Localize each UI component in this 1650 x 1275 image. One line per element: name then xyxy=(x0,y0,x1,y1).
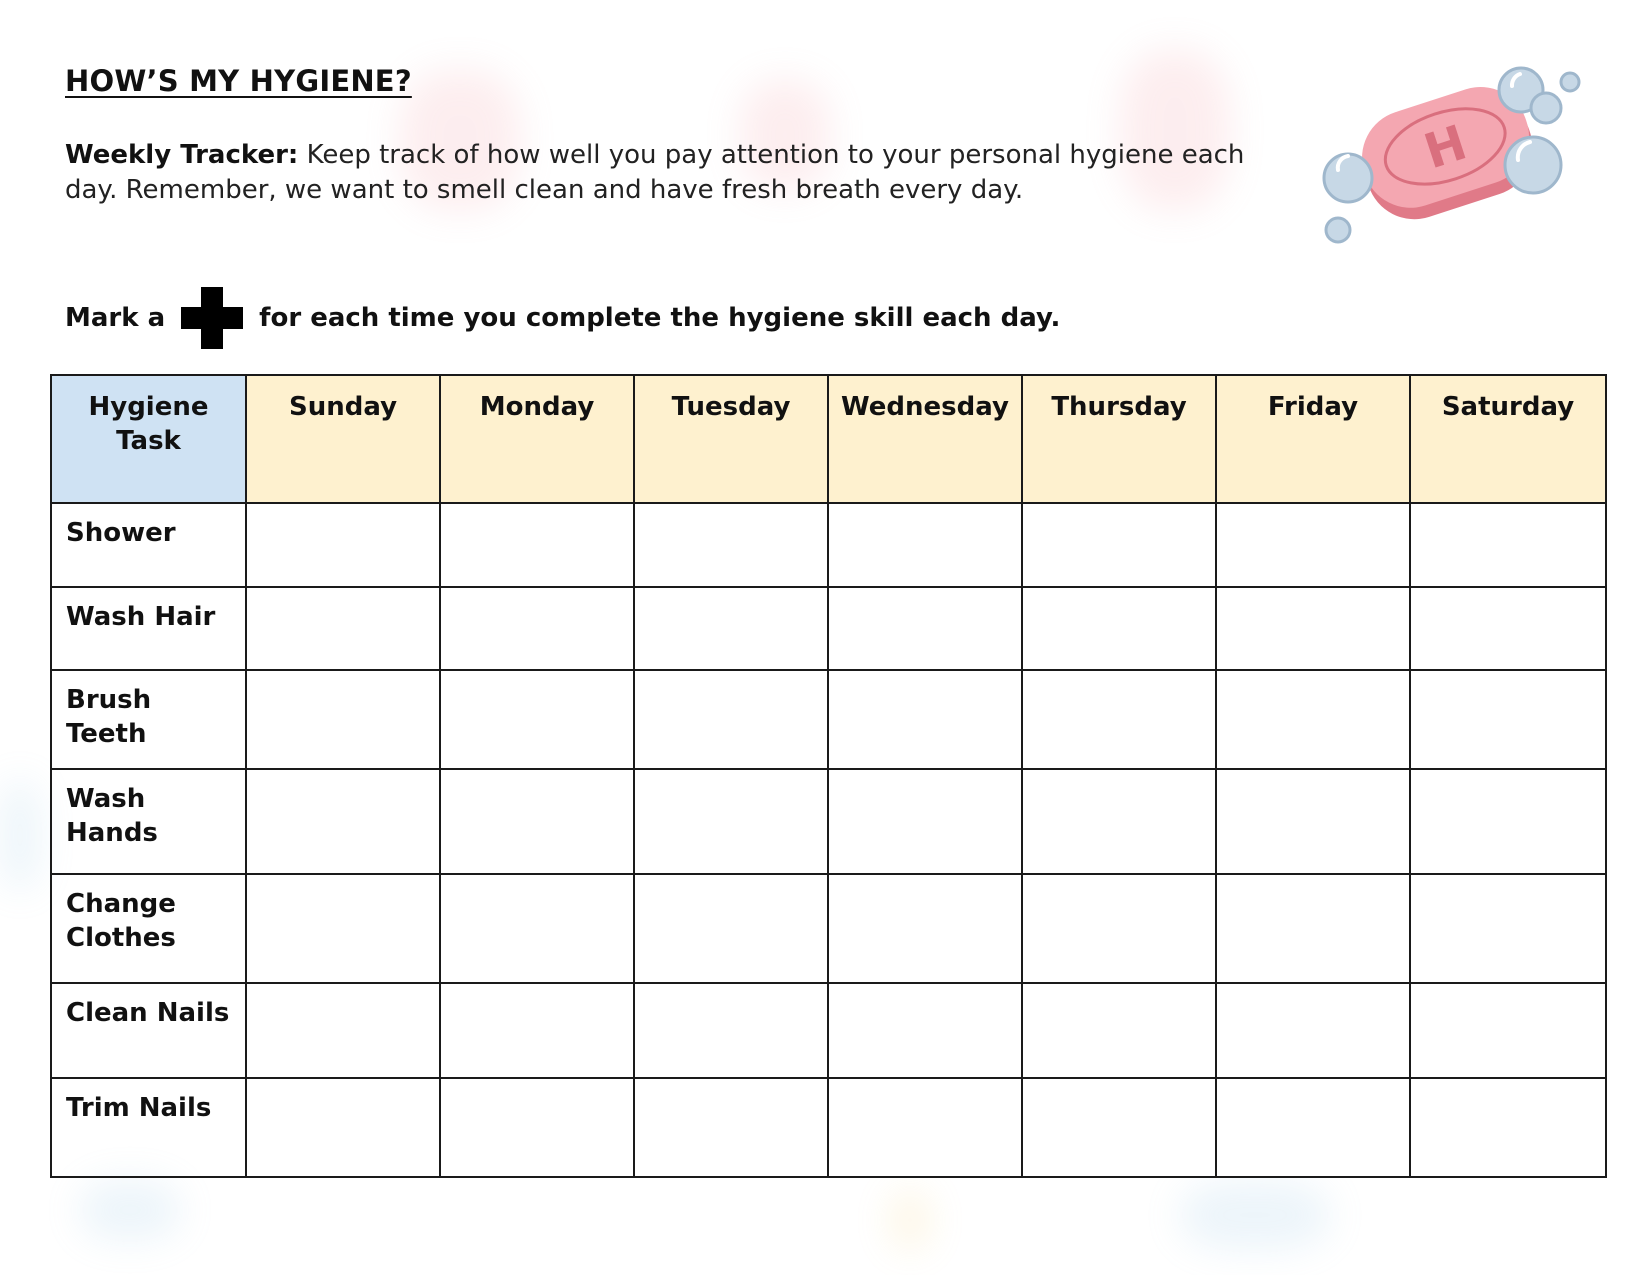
header-day: Saturday xyxy=(1410,375,1606,503)
header-day: Tuesday xyxy=(634,375,828,503)
header-hygiene-task xyxy=(51,375,246,503)
header-day: Sunday xyxy=(246,375,440,503)
header-day: Thursday xyxy=(1022,375,1216,503)
tracker-cell-friday[interactable] xyxy=(1216,587,1410,670)
tracker-cell-monday[interactable] xyxy=(440,670,634,769)
tracker-cell-tuesday[interactable] xyxy=(634,874,828,983)
plus-icon xyxy=(181,287,243,349)
tracker-cell-thursday[interactable] xyxy=(1022,983,1216,1078)
tracker-cell-friday[interactable] xyxy=(1216,874,1410,983)
tracker-cell-saturday[interactable] xyxy=(1410,587,1606,670)
table-row xyxy=(51,1078,1606,1177)
tracker-cell-tuesday[interactable] xyxy=(634,983,828,1078)
task-label: Trim Nails xyxy=(51,1078,246,1177)
tracker-cell-tuesday[interactable] xyxy=(634,1078,828,1177)
tracker-cell-saturday[interactable] xyxy=(1410,503,1606,587)
table-row xyxy=(51,983,1606,1078)
intro-paragraph xyxy=(65,138,1305,208)
tracker-cell-wednesday[interactable] xyxy=(828,587,1022,670)
tracker-cell-sunday[interactable] xyxy=(246,874,440,983)
background-decoration xyxy=(1180,1180,1330,1250)
tracker-cell-thursday[interactable] xyxy=(1022,587,1216,670)
tracker-cell-sunday[interactable] xyxy=(246,503,440,587)
tracker-cell-tuesday[interactable] xyxy=(634,503,828,587)
background-decoration xyxy=(0,780,40,890)
background-decoration xyxy=(890,1190,930,1250)
header-hygiene-task-line1: Hygiene xyxy=(88,392,209,422)
task-label: Wash Hands xyxy=(51,769,246,874)
table-row xyxy=(51,503,1606,587)
tracker-cell-saturday[interactable] xyxy=(1410,874,1606,983)
tracker-cell-saturday[interactable] xyxy=(1410,983,1606,1078)
tracker-cell-thursday[interactable] xyxy=(1022,670,1216,769)
tracker-cell-thursday[interactable] xyxy=(1022,874,1216,983)
tracker-cell-sunday[interactable] xyxy=(246,983,440,1078)
tracker-cell-monday[interactable] xyxy=(440,587,634,670)
svg-text:H: H xyxy=(1417,114,1474,181)
tracker-cell-monday[interactable] xyxy=(440,1078,634,1177)
tracker-cell-tuesday[interactable] xyxy=(634,587,828,670)
tracker-cell-thursday[interactable] xyxy=(1022,503,1216,587)
tracker-cell-wednesday[interactable] xyxy=(828,874,1022,983)
header-hygiene-task-line2: Task xyxy=(116,426,181,456)
header-day: Friday xyxy=(1216,375,1410,503)
background-decoration xyxy=(80,1180,180,1240)
tracker-cell-friday[interactable] xyxy=(1216,670,1410,769)
tracker-cell-wednesday[interactable] xyxy=(828,670,1022,769)
tracker-cell-monday[interactable] xyxy=(440,983,634,1078)
instruction-before: Mark a xyxy=(65,303,166,333)
tracker-cell-thursday[interactable] xyxy=(1022,1078,1216,1177)
tracker-cell-friday[interactable] xyxy=(1216,1078,1410,1177)
tracker-cell-tuesday[interactable] xyxy=(634,769,828,874)
tracker-cell-sunday[interactable] xyxy=(246,769,440,874)
tracker-cell-wednesday[interactable] xyxy=(828,983,1022,1078)
table-row xyxy=(51,587,1606,670)
tracker-cell-monday[interactable] xyxy=(440,503,634,587)
intro-label: Weekly Tracker: xyxy=(65,140,299,170)
task-label: Wash Hair xyxy=(51,587,246,670)
task-label: Clean Nails xyxy=(51,983,246,1078)
page-title: HOW’S MY HYGIENE? xyxy=(65,64,412,98)
instruction-after: for each time you complete the hygiene skill each day. xyxy=(259,303,1061,333)
table-row xyxy=(51,769,1606,874)
header-day: Wednesday xyxy=(828,375,1022,503)
header-row xyxy=(51,375,1606,503)
instruction-line xyxy=(65,286,1060,350)
tracker-cell-wednesday[interactable] xyxy=(828,769,1022,874)
tracker-cell-thursday[interactable] xyxy=(1022,769,1216,874)
task-label: Brush Teeth xyxy=(51,670,246,769)
task-label: Change Clothes xyxy=(51,874,246,983)
header-day: Monday xyxy=(440,375,634,503)
intro-text: Keep track of how well you pay attention to your personal hygiene each day. Remember, we want to smell clean and have fresh breath every day. xyxy=(65,140,1245,205)
tracker-cell-tuesday[interactable] xyxy=(634,670,828,769)
tracker-cell-sunday[interactable] xyxy=(246,1078,440,1177)
tracker-cell-sunday[interactable] xyxy=(246,670,440,769)
task-label: Shower xyxy=(51,503,246,587)
tracker-cell-sunday[interactable] xyxy=(246,587,440,670)
soap-bar-icon xyxy=(1318,60,1588,250)
tracker-cell-friday[interactable] xyxy=(1216,503,1410,587)
table-row xyxy=(51,874,1606,983)
tracker-cell-friday[interactable] xyxy=(1216,769,1410,874)
tracker-cell-monday[interactable] xyxy=(440,769,634,874)
tracker-cell-saturday[interactable] xyxy=(1410,670,1606,769)
table-row xyxy=(51,670,1606,769)
tracker-cell-saturday[interactable] xyxy=(1410,1078,1606,1177)
tracker-cell-wednesday[interactable] xyxy=(828,1078,1022,1177)
hygiene-tracker-table xyxy=(50,374,1607,1178)
tracker-cell-friday[interactable] xyxy=(1216,983,1410,1078)
tracker-cell-monday[interactable] xyxy=(440,874,634,983)
tracker-cell-saturday[interactable] xyxy=(1410,769,1606,874)
tracker-cell-wednesday[interactable] xyxy=(828,503,1022,587)
